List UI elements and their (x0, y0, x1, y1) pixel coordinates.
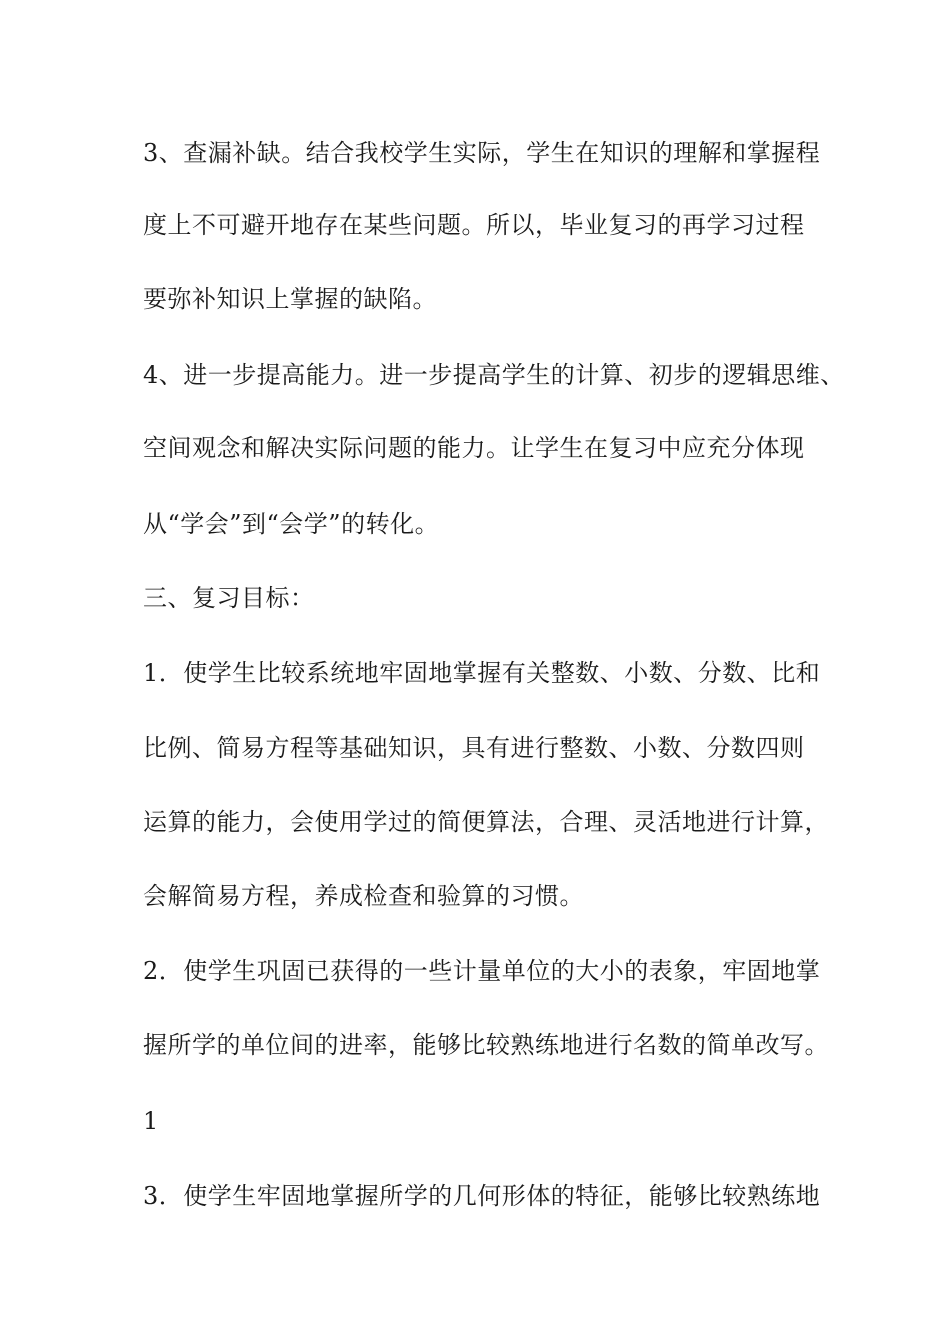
text-line: 运算的能力，会使用学过的简便算法，合理、灵活地进行计算， (143, 808, 829, 836)
text-line: 3．使学生牢固地掌握所学的几何形体的特征，能够比较熟练地 (143, 1182, 821, 1210)
text-line: 空间观念和解决实际问题的能力。让学生在复习中应充分体现 (143, 434, 805, 462)
text-line: 度上不可避开地存在某些问题。所以，毕业复习的再学习过程 (143, 211, 805, 239)
text-line: 比例、简易方程等基础知识，具有进行整数、小数、分数四则 (143, 734, 805, 762)
text-line: 握所学的单位间的进率，能够比较熟练地进行名数的简单改写。 (143, 1031, 829, 1059)
text-line: 4、进一步提高能力。进一步提高学生的计算、初步的逻辑思维、 (143, 361, 845, 389)
text-line: 会解简易方程，养成检查和验算的习惯。 (143, 882, 584, 910)
page-number: 1 (143, 1107, 159, 1135)
text-line: 2．使学生巩固已获得的一些计量单位的大小的表象，牢固地掌 (143, 957, 821, 985)
text-line: 要弥补知识上掌握的缺陷。 (143, 285, 437, 313)
text-line: 3、查漏补缺。结合我校学生实际，学生在知识的理解和掌握程 (143, 139, 821, 167)
section-heading: 三、复习目标： (143, 584, 315, 612)
text-line: 从“学会”到“会学”的转化。 (143, 510, 440, 538)
text-line: 1．使学生比较系统地牢固地掌握有关整数、小数、分数、比和 (143, 659, 821, 687)
